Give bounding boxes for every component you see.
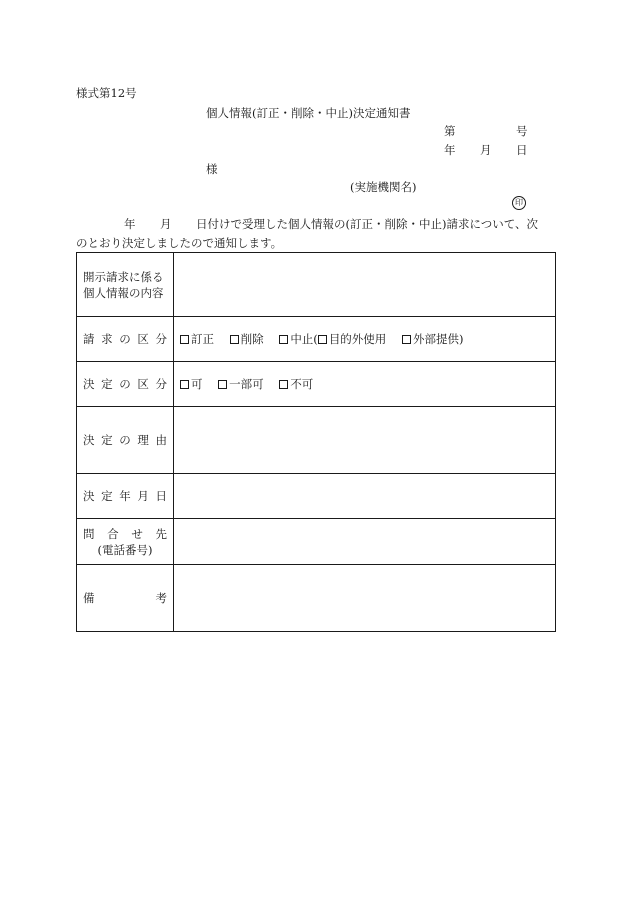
label-content-line2: 個人情報の内容 — [83, 285, 164, 300]
label-request-type: 請 求 の 区 分 — [77, 317, 174, 362]
decision-table — [76, 252, 556, 632]
body-text-1: 日付けで受理した個人情報の(訂正・削除・中止)請求について、次 — [196, 217, 539, 231]
row-remarks — [77, 565, 556, 632]
option-correction: 訂正 — [191, 332, 214, 346]
label-remarks: 備 考 — [77, 565, 174, 632]
document-title: 個人情報(訂正・削除・中止)決定通知書 — [206, 106, 411, 120]
body-year: 年 — [124, 217, 136, 231]
row-request-type — [77, 317, 556, 362]
row-content — [77, 253, 556, 317]
label-decision-type: 決 定 の 区 分 — [77, 362, 174, 407]
value-decision-date[interactable] — [174, 474, 556, 519]
checkbox-approved[interactable] — [180, 380, 189, 389]
checkbox-other-purpose[interactable] — [318, 335, 327, 344]
value-reason[interactable] — [174, 407, 556, 474]
value-remarks[interactable] — [174, 565, 556, 632]
date-day: 日 — [516, 143, 528, 157]
option-suspension: 中止( — [290, 332, 318, 346]
label-content — [77, 253, 174, 317]
checkbox-external-provision[interactable] — [402, 335, 411, 344]
checkbox-denied[interactable] — [279, 380, 288, 389]
seal-mark: 印 — [512, 196, 526, 210]
date-year: 年 — [444, 143, 456, 157]
value-content[interactable] — [174, 253, 556, 317]
checkbox-correction[interactable] — [180, 335, 189, 344]
checkbox-suspension[interactable] — [279, 335, 288, 344]
row-decision-type — [77, 362, 556, 407]
option-deletion: 削除 — [240, 332, 264, 346]
body-line-2: のとおり決定しましたので通知します。 — [76, 236, 283, 250]
option-external-provision: 外部提供) — [412, 332, 464, 346]
label-contact-phone: (電話番号) — [97, 542, 153, 557]
value-contact[interactable] — [174, 519, 556, 565]
date-month: 月 — [480, 143, 492, 157]
value-request-type — [174, 317, 556, 362]
checkbox-partial[interactable] — [218, 380, 227, 389]
label-content-line1: 開示請求に係る — [83, 269, 164, 284]
row-contact — [77, 519, 556, 565]
label-contact: 問 合 せ 先 (電話番号) — [77, 519, 174, 565]
number-suffix: 号 — [516, 124, 528, 138]
checkbox-deletion[interactable] — [230, 335, 239, 344]
option-denied: 不可 — [290, 377, 314, 391]
form-number: 様式第12号 — [76, 86, 137, 100]
option-approved: 可 — [191, 377, 203, 391]
label-reason: 決 定 の 理 由 — [77, 407, 174, 474]
option-other-purpose: 目的外使用 — [328, 332, 387, 346]
label-decision-date: 決 定 年 月 日 — [77, 474, 174, 519]
addressee-suffix: 様 — [206, 162, 218, 176]
row-reason — [77, 407, 556, 474]
agency-name: (実施機関名) — [350, 180, 417, 194]
body-month: 月 — [160, 217, 172, 231]
number-prefix: 第 — [444, 124, 456, 138]
row-decision-date — [77, 474, 556, 519]
value-decision-type — [174, 362, 556, 407]
option-partial: 一部可 — [229, 377, 264, 391]
